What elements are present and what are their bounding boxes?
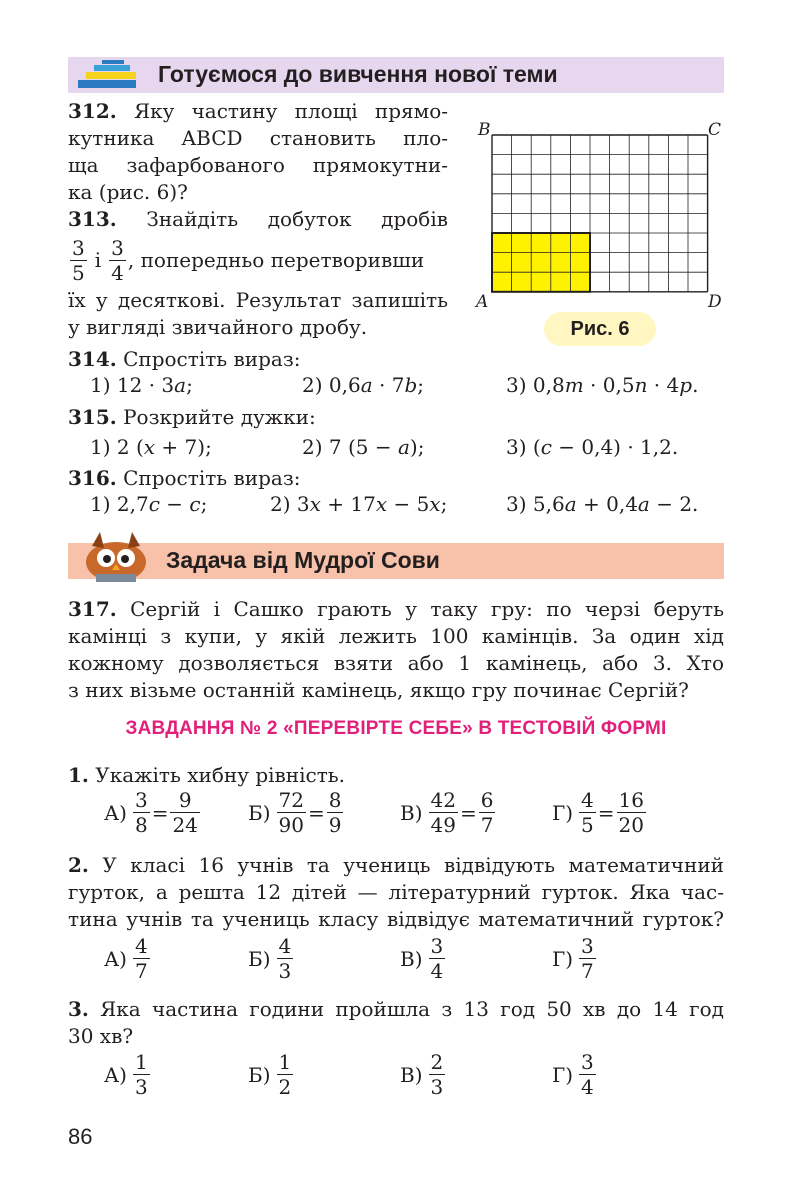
q2-option-d: Г) $\frac{3}{7}$ [552,934,594,983]
figure-caption: Рис. 6 [544,312,656,346]
q1-option-b: Б) $\frac{72}{90}$ = $\frac{8}{9}$ [248,788,342,837]
figure-6 [472,118,732,358]
page-number: 86 [68,1124,93,1149]
problem-314-opt2: 2) 0,6a · 7b; [302,373,424,397]
problem-317: 317. Сергій і Сашко грають у таку гру: по черзі беруть камінці з купи, у якій лежить 100 камінців. За один хід кожному дозволяється взяти або 1 камінець, або 3. Хто з них візьме останній камінець, якщо гру починає Сергій? [68,597,724,702]
q3-option-c: В) $\frac{2}{3}$ [400,1050,444,1099]
fraction: $\frac{3}{4}$ [111,236,124,285]
question-2: 2. У класі 16 учнів та учениць відвідують математичний гурток, а решта 12 дітей — літературний гурток. Яка час- тина учнів та учениць класу відвідує математичний гурток? [68,853,724,931]
q1-option-a: А) $\frac{3}{8}$ = $\frac{9}{24}$ [104,788,198,837]
problem-313-fractions: $\frac{3}{5}$ і $\frac{3}{4}$ , попередньо перетворивши [72,236,425,285]
q1-option-d: Г) $\frac{4}{5}$ = $\frac{16}{20}$ [552,788,644,837]
problem-315: 315. Розкрийте дужки: [68,405,316,429]
books-icon [76,60,140,92]
grid-figure [472,118,732,318]
corner-label-d: D [708,292,722,312]
section-title: Готуємося до вивчення нової теми [158,61,558,87]
corner-label-c: C [708,120,722,140]
problem-314-opt1: 1) 12 · 3a; [90,373,193,397]
problem-number: 317. [68,597,117,621]
corner-label-a: A [476,292,489,312]
owl-icon [70,526,162,586]
problem-number: 313. [68,207,117,231]
fraction: $\frac{3}{5}$ [72,236,85,285]
corner-label-b: B [478,120,491,140]
problem-313: 313. Знайдіть добуток дробів [68,207,448,231]
problem-312: 312. Яку частину площі прямо- кутника ABCD становить пло- ща зафарбованого прямокутни- ка (рис. 6)? [68,99,448,204]
q2-option-c: В) $\frac{3}{4}$ [400,934,444,983]
q3-option-d: Г) $\frac{3}{4}$ [552,1050,594,1099]
problem-314-opt3: 3) 0,8m · 0,5n · 4p. [506,373,699,397]
problem-316-opt1: 1) 2,7c − c; [90,492,208,516]
problem-number: 312. [68,99,117,123]
question-1: 1. Укажіть хибну рівність. [68,763,346,787]
problem-316-opt2: 2) 3x + 17x − 5x; [270,492,448,516]
q2-option-b: Б) $\frac{4}{3}$ [248,934,292,983]
problem-314: 314. Спростіть вираз: [68,347,301,371]
q3-option-b: Б) $\frac{1}{2}$ [248,1050,292,1099]
q1-option-c: В) $\frac{42}{49}$ = $\frac{6}{7}$ [400,788,494,837]
problem-316-opt3: 3) 5,6a + 0,4a − 2. [506,492,699,516]
problem-313-cont: їх у десяткові. Результат запишіть у вигляді звичайного дробу. [68,288,448,339]
problem-316: 316. Спростіть вираз: [68,466,301,490]
problem-315-opt2: 2) 7 (5 − a); [302,435,425,459]
q3-option-a: А) $\frac{1}{3}$ [104,1050,148,1099]
problem-315-opt1: 1) 2 (x + 7); [90,435,212,459]
shaded-rectangle [492,233,590,292]
test-title: ЗАВДАННЯ № 2 «ПЕРЕВІРТЕ СЕБЕ» В ТЕСТОВІЙ ФОРМІ [125,718,667,739]
problem-315-opt3: 3) (c − 0,4) · 1,2. [506,435,679,459]
q2-option-a: А) $\frac{4}{7}$ [104,934,148,983]
section-title: Задача від Мудрої Сови [166,547,440,573]
question-3: 3. Яка частина години пройшла з 13 год 50 хв до 14 год 30 хв? [68,997,724,1048]
